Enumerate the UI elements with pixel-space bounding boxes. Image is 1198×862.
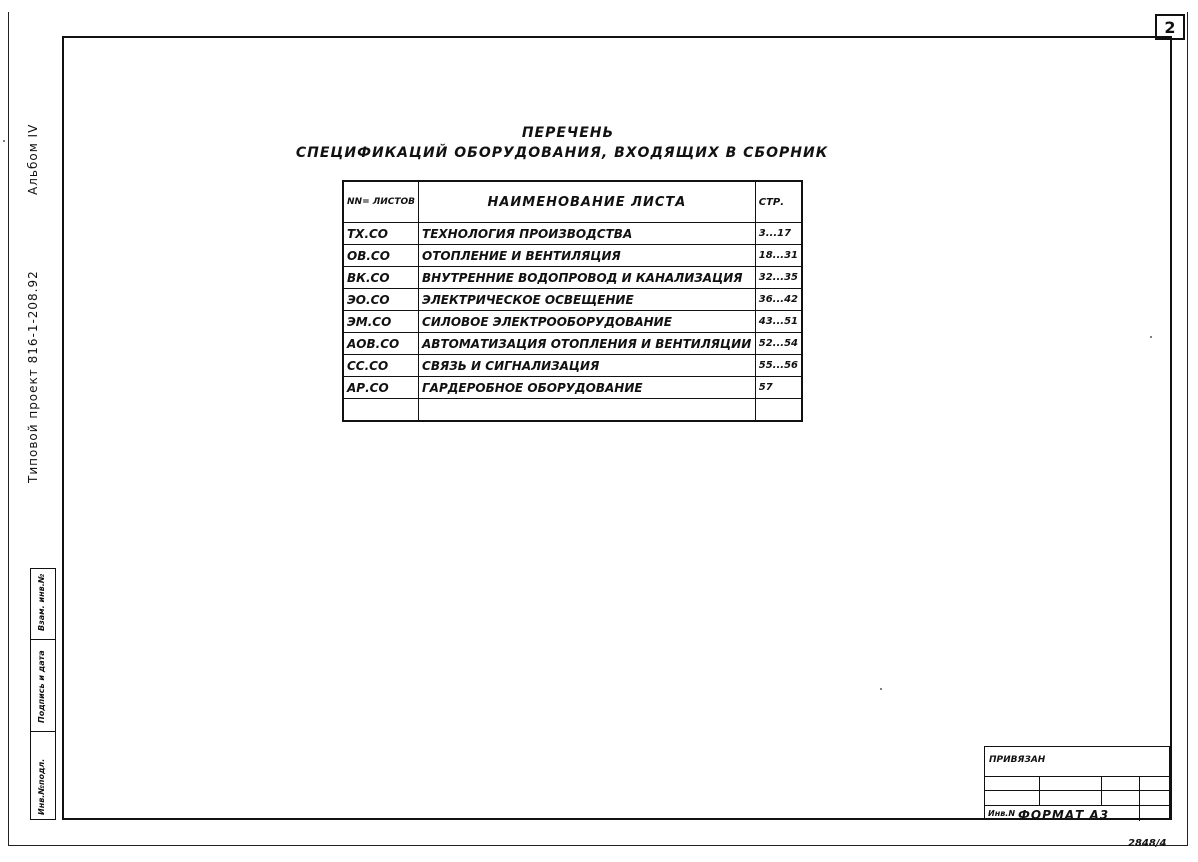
row-pages: 36...42 (755, 289, 802, 311)
format-label: ФОРМАТ А3 (1018, 808, 1110, 822)
row-code: ЭО.СО (343, 289, 419, 311)
row-name: СВЯЗЬ И СИГНАЛИЗАЦИЯ (419, 355, 756, 377)
table-row (343, 311, 802, 333)
row-pages: 43...51 (755, 311, 802, 333)
table-row (343, 267, 802, 289)
stamp-line (985, 805, 1171, 806)
stamp-line (985, 776, 1171, 777)
row-code: ТХ.СО (343, 223, 419, 245)
table-row (343, 399, 802, 422)
side-stamp-divider (31, 731, 55, 732)
table-row (343, 377, 802, 399)
table-row (343, 245, 802, 267)
table-row (343, 333, 802, 355)
album-label: Альбом IV (26, 123, 40, 195)
row-code: СС.СО (343, 355, 419, 377)
row-pages: 57 (755, 377, 802, 399)
row-name: ОТОПЛЕНИЕ И ВЕНТИЛЯЦИЯ (419, 245, 756, 267)
sheet-code: 2848/4 (1128, 838, 1167, 849)
stamp-line (985, 790, 1171, 791)
scan-speck (880, 688, 882, 690)
scan-speck (3, 140, 5, 142)
row-pages: 18...31 (755, 245, 802, 267)
row-name: ВНУТРЕННИЕ ВОДОПРОВОД И КАНАЛИЗАЦИЯ (419, 267, 756, 289)
row-name: СИЛОВОЕ ЭЛЕКТРООБОРУДОВАНИЕ (419, 311, 756, 333)
document-subtitle: СПЕЦИФИКАЦИЙ ОБОРУДОВАНИЯ, ВХОДЯЩИХ В СБОРНИК (295, 145, 829, 161)
side-stamp-inv-label: Инв.№подл. (37, 758, 46, 815)
side-stamp (30, 568, 56, 820)
scan-speck (1150, 336, 1152, 338)
row-code: ВК.СО (343, 267, 419, 289)
stamp-line (1039, 776, 1040, 805)
row-name: ТЕХНОЛОГИЯ ПРОИЗВОДСТВА (419, 223, 756, 245)
row-pages: 32...35 (755, 267, 802, 289)
row-name: ЭЛЕКТРИЧЕСКОЕ ОСВЕЩЕНИЕ (419, 289, 756, 311)
row-name: АВТОМАТИЗАЦИЯ ОТОПЛЕНИЯ И ВЕНТИЛЯЦИИ (419, 333, 756, 355)
row-code (343, 399, 419, 422)
side-stamp-replace-label: Взам. инв.№ (37, 573, 46, 631)
stamp-title: ПРИВЯЗАН (989, 755, 1046, 765)
stamp-line (1139, 776, 1140, 821)
spec-table (342, 180, 803, 422)
row-pages: 52...54 (755, 333, 802, 355)
row-name: ГАРДЕРОБНОЕ ОБОРУДОВАНИЕ (419, 377, 756, 399)
document-title: ПЕРЕЧЕНЬ (521, 125, 615, 141)
row-code: АР.СО (343, 377, 419, 399)
stamp-line (1101, 776, 1102, 805)
row-pages: 3...17 (755, 223, 802, 245)
table-row (343, 355, 802, 377)
stamp-inv-label: Инв.N (988, 809, 1016, 818)
row-code: АОВ.СО (343, 333, 419, 355)
header-pages: СТР. (755, 181, 802, 223)
project-label: Типовой проект 816-1-208.92 (26, 270, 40, 483)
table-row (343, 223, 802, 245)
row-code: ОВ.СО (343, 245, 419, 267)
row-pages (755, 399, 802, 422)
table-row (343, 289, 802, 311)
row-code: ЭМ.СО (343, 311, 419, 333)
header-sheet-name: НАИМЕНОВАНИЕ ЛИСТА (419, 181, 756, 223)
side-stamp-sign-label: Подпись и дата (37, 650, 46, 723)
side-stamp-divider (31, 639, 55, 640)
row-pages: 55...56 (755, 355, 802, 377)
page-number: 2 (1155, 14, 1185, 40)
table-header-row (343, 181, 802, 223)
header-sheet-no: NN= ЛИСТОВ (343, 181, 419, 223)
row-name (419, 399, 756, 422)
